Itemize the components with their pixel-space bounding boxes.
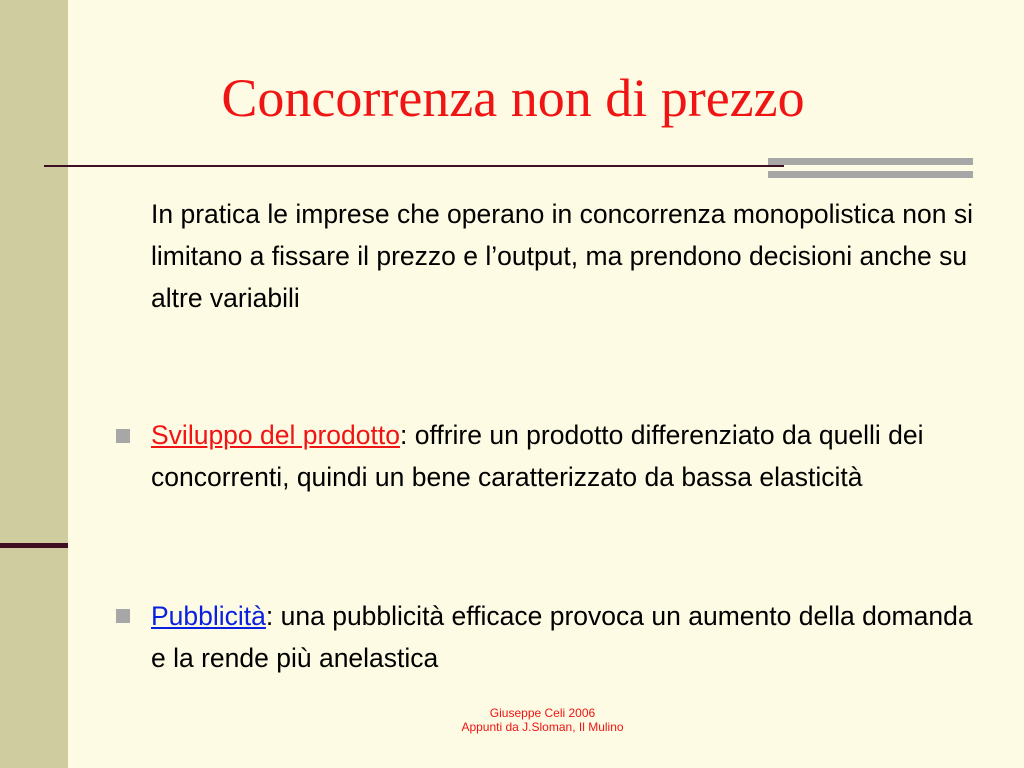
title-underline: [44, 165, 784, 167]
bullet-advertising: [151, 595, 981, 679]
footer-author: Giuseppe Celi 2006: [489, 706, 596, 720]
intro-paragraph: In pratica le imprese che operano in concorrenza monopolistica non si limitano a fissare il prezzo e l’output, ma prendono decisioni anche su altre variabili: [151, 199, 973, 313]
slide-footer: [400, 706, 685, 734]
bullet-product-development-text: : offrire un prodotto differenziato da quelli dei concorrenti, quindi un bene caratterizzato da bassa elasticità: [151, 420, 924, 492]
footer-source: Appunti da J.Sloman, Il Mulino: [461, 720, 624, 734]
square-bullet-icon: [116, 609, 130, 623]
term-product-development[interactable]: Sviluppo del prodotto: [151, 420, 400, 450]
bullet-product-development: [151, 414, 981, 498]
title-rule-accent-top: [768, 158, 973, 165]
bullet-advertising-text: : una pubblicità efficace provoca un aumento della domanda e la rende più anelastica: [151, 601, 973, 673]
term-advertising[interactable]: Pubblicità: [151, 601, 266, 631]
slide-title: Concorrenza non di prezzo: [221, 68, 805, 128]
title-rule-accent-bottom: [768, 171, 973, 178]
square-bullet-icon: [116, 429, 130, 443]
left-decorative-band: [0, 0, 68, 768]
left-accent-bar: [0, 543, 68, 548]
